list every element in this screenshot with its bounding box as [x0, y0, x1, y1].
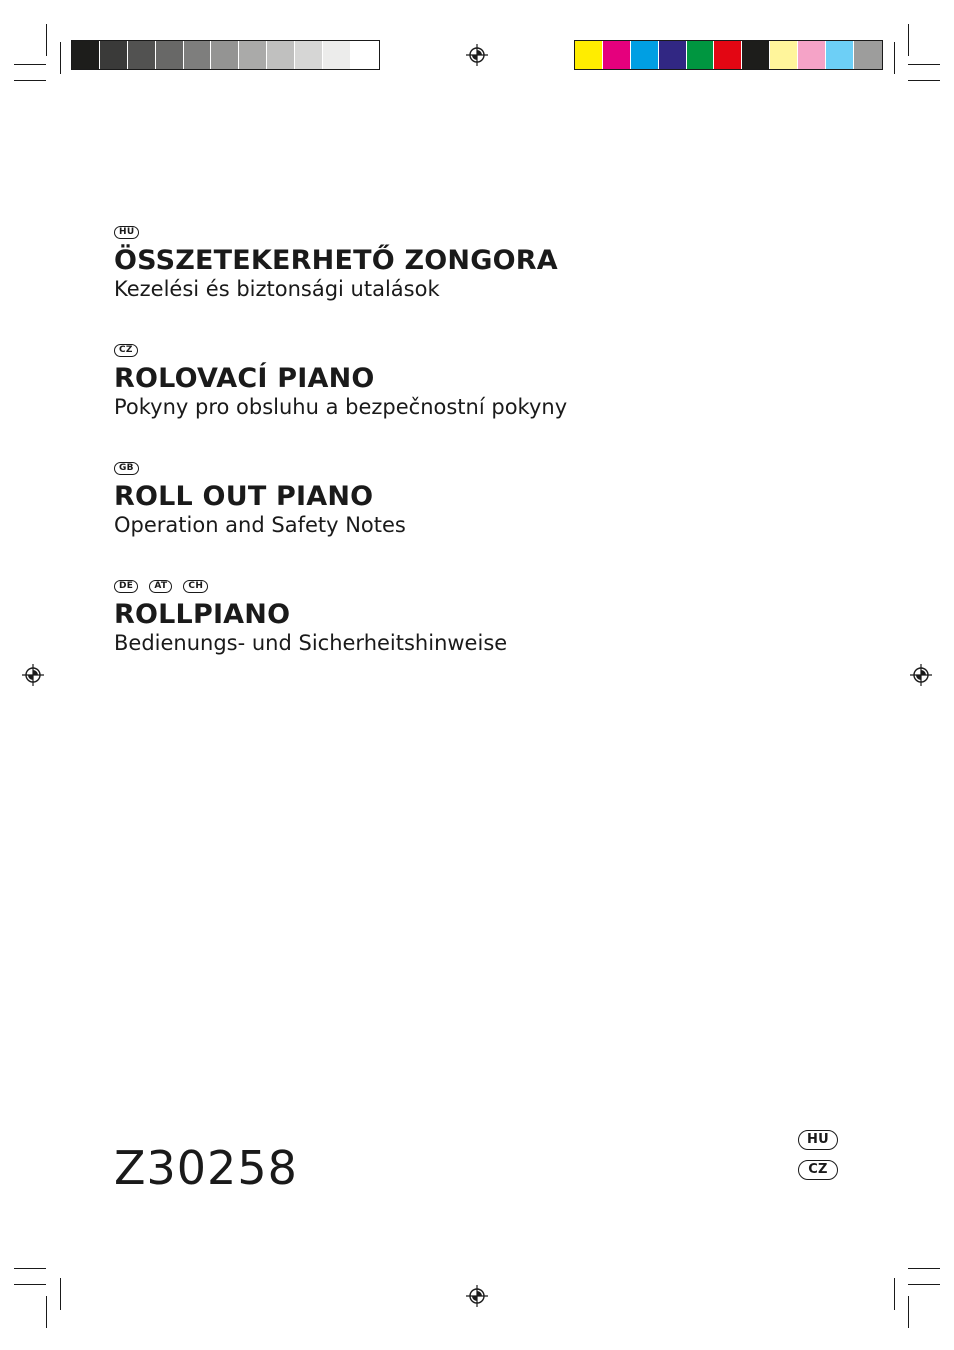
section-german	[114, 576, 507, 656]
language-badge: HU	[114, 226, 139, 239]
gray-swatch	[72, 41, 100, 69]
crop-mark	[14, 1268, 46, 1269]
registration-mark-icon	[910, 664, 932, 686]
crop-mark	[908, 1296, 909, 1328]
gray-swatch	[100, 41, 128, 69]
gray-swatch	[211, 41, 239, 69]
model-number: Z30258	[114, 1141, 298, 1195]
color-swatch	[798, 41, 826, 69]
crop-mark	[46, 1296, 47, 1328]
product-subtitle: Kezelési és biztonsági utalások	[114, 277, 440, 301]
corner-language-badges	[798, 1130, 838, 1190]
gray-swatch	[267, 41, 295, 69]
color-swatch	[826, 41, 854, 69]
gray-swatch	[156, 41, 184, 69]
color-swatch	[742, 41, 770, 69]
language-badge: CZ	[798, 1160, 838, 1180]
registration-mark-icon	[22, 664, 44, 686]
product-subtitle: Pokyny pro obsluhu a bezpečnostní pokyny	[114, 395, 568, 419]
process-color-bar	[574, 40, 883, 70]
product-title: ÖSSZETEKERHETŐ ZONGORA	[114, 245, 558, 276]
language-badge: HU	[798, 1130, 838, 1150]
language-badge: AT	[149, 580, 172, 593]
gray-swatch	[128, 41, 156, 69]
color-swatch	[714, 41, 742, 69]
gray-swatch	[351, 41, 379, 69]
color-swatch	[659, 41, 687, 69]
product-subtitle: Operation and Safety Notes	[114, 513, 406, 537]
crop-mark	[60, 42, 61, 74]
language-badge: GB	[114, 462, 139, 475]
language-badges	[114, 340, 567, 356]
color-swatch	[687, 41, 715, 69]
crop-mark	[14, 1284, 46, 1285]
crop-mark	[908, 1268, 940, 1269]
product-title: ROLL OUT PIANO	[114, 481, 374, 512]
gray-swatch	[323, 41, 351, 69]
product-subtitle: Bedienungs- und Sicherheitshinweise	[114, 631, 508, 655]
crop-mark	[60, 1278, 61, 1310]
gray-swatch	[239, 41, 267, 69]
grayscale-color-bar	[71, 40, 380, 70]
language-badge: CZ	[114, 344, 138, 357]
crop-mark	[14, 80, 46, 81]
gray-swatch	[184, 41, 212, 69]
section-hungarian	[114, 222, 558, 302]
crop-mark	[46, 24, 47, 56]
crop-mark	[14, 64, 46, 65]
crop-mark	[894, 1278, 895, 1310]
section-english	[114, 458, 406, 538]
section-czech	[114, 340, 567, 420]
color-swatch	[631, 41, 659, 69]
language-badge: CH	[183, 580, 208, 593]
color-swatch	[854, 41, 882, 69]
crop-mark	[908, 1284, 940, 1285]
product-title: ROLLPIANO	[114, 599, 291, 630]
crop-mark	[908, 24, 909, 56]
language-badges	[114, 222, 558, 238]
language-badge: DE	[114, 580, 138, 593]
product-title: ROLOVACÍ PIANO	[114, 363, 375, 394]
crop-mark	[908, 80, 940, 81]
color-swatch	[603, 41, 631, 69]
language-badges	[114, 458, 406, 474]
color-swatch	[575, 41, 603, 69]
crop-mark	[908, 64, 940, 65]
registration-mark-icon	[466, 1285, 488, 1307]
crop-mark	[894, 42, 895, 74]
gray-swatch	[295, 41, 323, 69]
color-swatch	[770, 41, 798, 69]
registration-mark-icon	[466, 44, 488, 66]
language-badges	[114, 576, 507, 592]
